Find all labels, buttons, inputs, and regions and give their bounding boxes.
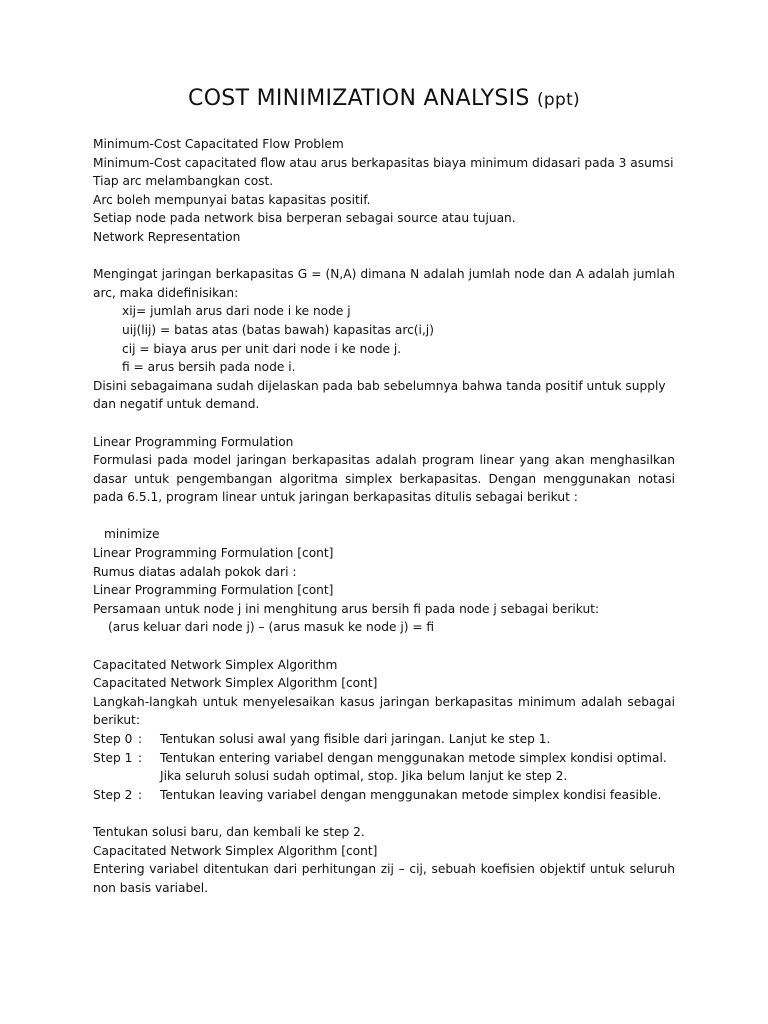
paragraph-lp-formulation: Formulasi pada model jaringan berkapasitas adalah program linear yang akan menghasilkan dasar untuk pengembangan algoritma simplex berkapasitas. Dengan menggunakan notasi pada 6.5.1, program linear untuk jaringan berkapasitas ditulis sebagai berikut : xyxy=(93,453,675,505)
step-2 xyxy=(93,786,675,805)
spacer xyxy=(93,804,675,823)
paragraph-definitions: Mengingat jaringan berkapasitas G = (N,A) dimana N adalah jumlah node dan A adalah jumlah arc, maka didefinisikan: xyxy=(93,267,675,300)
spacer xyxy=(93,414,675,433)
definition-xij: xij= jumlah arus dari node i ke node j xyxy=(122,304,351,319)
step-1 xyxy=(93,749,675,786)
step-label: Step 0 xyxy=(93,732,133,746)
paragraph-intro: Minimum-Cost capacitated flow atau arus berkapasitas biaya minimum didasari pada 3 asumsi xyxy=(93,155,674,170)
step-text: Tentukan solusi awal yang fisible dari jaringan. Lanjut ke step 1. xyxy=(160,732,551,746)
paragraph-node-balance: Persamaan untuk node j ini menghitung arus bersih fi pada node j sebagai berikut: xyxy=(93,601,600,616)
definition-uij: uij(lij) = batas atas (batas bawah) kapasitas arc(i,j) xyxy=(122,322,434,337)
paragraph-formula-note: Rumus diatas adalah pokok dari : xyxy=(93,564,297,579)
step-text: Tentukan entering variabel dengan menggunakan metode simplex kondisi optimal. Jika seluruh solusi sudah optimal, stop. Jika belum lanjut ke step 2. xyxy=(160,750,667,784)
assumption-3: Setiap node pada network bisa berperan sebagai source atau tujuan. xyxy=(93,211,516,226)
minimize-label: minimize xyxy=(104,527,160,542)
equation-flow-balance: (arus keluar dari node j) – (arus masuk ke node j) = fi xyxy=(108,620,435,635)
step-label: Step 2 xyxy=(93,787,133,802)
page-title xyxy=(0,86,768,111)
step-separator: : xyxy=(138,787,143,802)
assumption-2: Arc boleh mempunyai batas kapasitas positif. xyxy=(93,192,371,207)
spacer xyxy=(93,247,675,266)
heading-problem: Minimum-Cost Capacitated Flow Problem xyxy=(93,137,344,151)
heading-simplex-cont-1: Capacitated Network Simplex Algorithm [cont] xyxy=(93,676,378,691)
heading-simplex: Capacitated Network Simplex Algorithm xyxy=(93,657,338,672)
spacer xyxy=(93,507,675,526)
paragraph-sign-convention: Disini sebagaimana sudah dijelaskan pada bab sebelumnya bahwa tanda positif untuk supply dan negatif untuk demand. xyxy=(93,378,666,412)
step-label: Step 1 xyxy=(93,750,133,765)
paragraph-entering-variable: Entering variabel ditentukan dari perhitungan zij – cij, sebuah koefisien objektif untuk seluruh non basis variabel. xyxy=(93,862,675,895)
step-separator: : xyxy=(138,750,143,765)
step-separator: : xyxy=(138,732,143,746)
heading-lp-cont-2: Linear Programming Formulation [cont] xyxy=(93,583,334,598)
spacer xyxy=(93,637,675,656)
paragraph-new-solution: Tentukan solusi baru, dan kembali ke step 2. xyxy=(93,824,365,839)
document-body xyxy=(93,135,675,897)
title-main: COST MINIMIZATION ANALYSIS xyxy=(188,86,530,111)
definition-cij: cij = biaya arus per unit dari node i ke node j. xyxy=(122,341,402,356)
definition-fi: fi = arus bersih pada node i. xyxy=(122,360,296,375)
title-suffix: (ppt) xyxy=(536,90,580,110)
heading-network-representation: Network Representation xyxy=(93,229,241,244)
step-text: Tentukan leaving variabel dengan menggunakan metode simplex kondisi feasible. xyxy=(160,787,662,802)
heading-lp-cont-1: Linear Programming Formulation [cont] xyxy=(93,546,334,561)
step-0 xyxy=(93,730,675,749)
assumption-1: Tiap arc melambangkan cost. xyxy=(93,174,274,189)
heading-lp-formulation: Linear Programming Formulation xyxy=(93,434,294,449)
paragraph-steps-intro: Langkah-langkah untuk menyelesaikan kasus jaringan berkapasitas minimum adalah sebagai berikut: xyxy=(93,694,675,728)
heading-simplex-cont-2: Capacitated Network Simplex Algorithm [cont] xyxy=(93,843,378,858)
